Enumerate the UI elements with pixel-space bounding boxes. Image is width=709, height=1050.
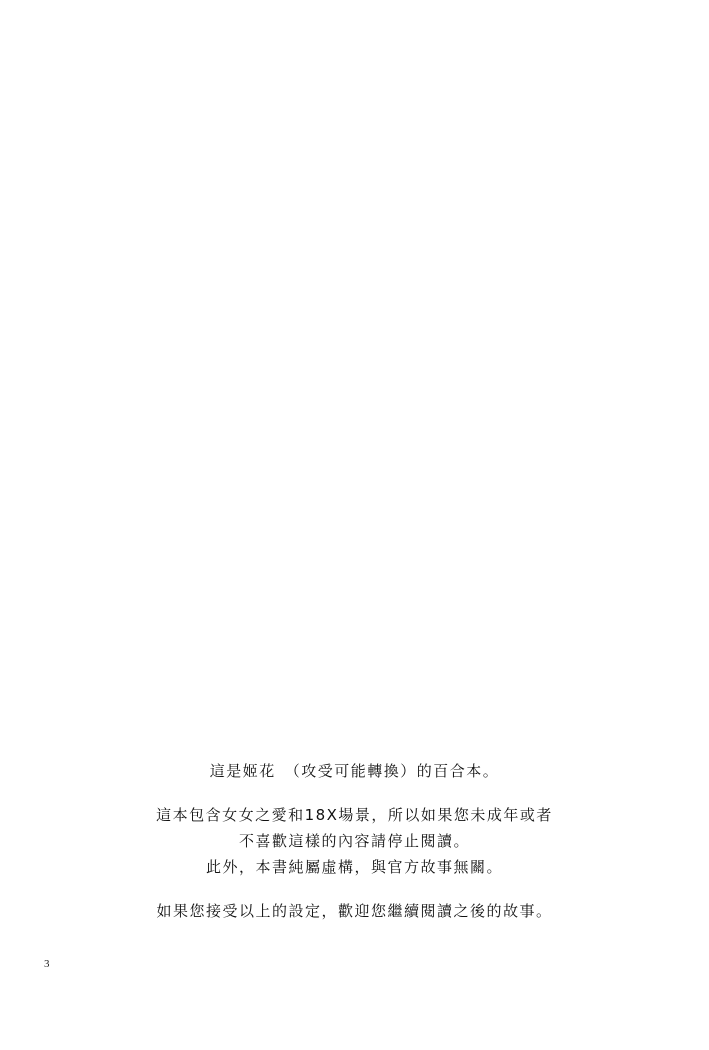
notice-line-1: 這是姬花 （攻受可能轉換）的百合本。 [209,762,500,780]
notice-line-5: 如果您接受以上的設定，歡迎您繼續閱讀之後的故事。 [156,902,553,920]
content-notice [0,758,709,924]
notice-line-4: 此外，本書純屬虛構，與官方故事無關。 [205,858,503,876]
notice-line-3: 不喜歡這樣的內容請停止閱讀。 [238,832,470,850]
page-number: 3 [44,958,50,970]
notice-line-2: 這本包含女女之愛和18X場景，所以如果您未成年或者 [156,806,553,824]
